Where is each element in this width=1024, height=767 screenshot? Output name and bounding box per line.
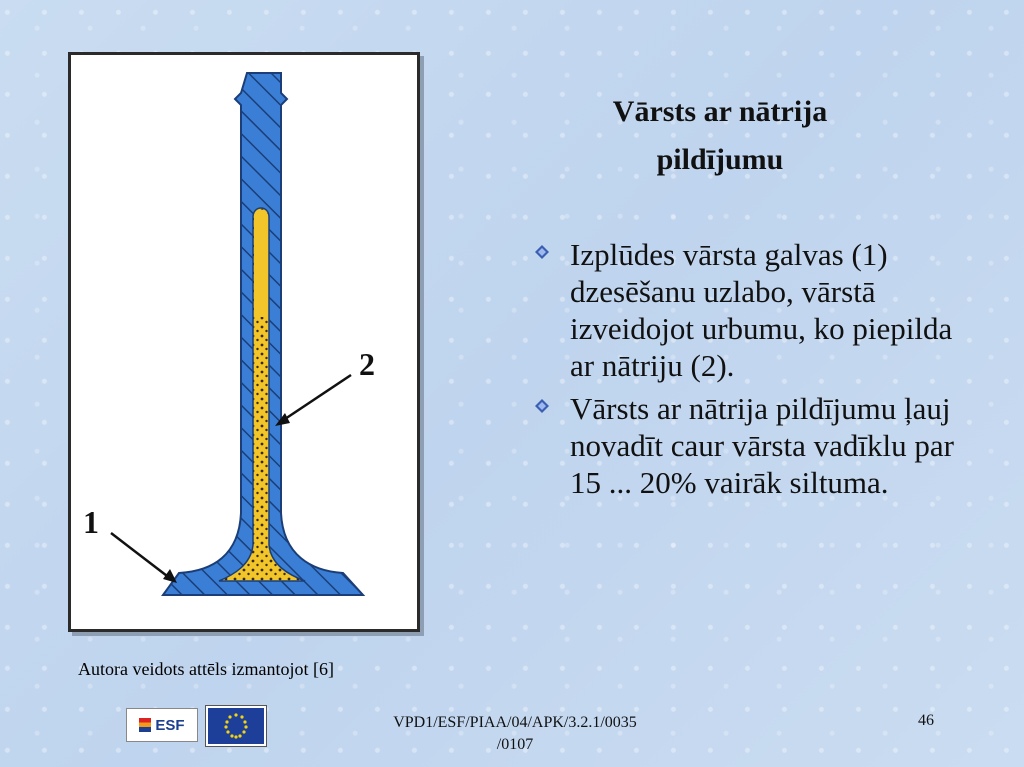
arrow-2: [279, 375, 351, 423]
bullet-list: [532, 236, 982, 507]
label-2: 2: [359, 346, 375, 382]
esf-logo: [126, 708, 198, 742]
valve-figure: [68, 52, 420, 632]
label-1: 1: [83, 504, 99, 540]
arrow-1: [111, 533, 171, 579]
footer-code-line1: VPD1/ESF/PIAA/04/APK/3.2.1/0035: [393, 714, 637, 731]
esf-logo-text: ESF: [155, 716, 185, 734]
page-number: 46: [918, 712, 934, 729]
arrow-1-head: [163, 569, 177, 583]
footer-project-code: [355, 712, 675, 756]
sodium-liquid-top: [254, 210, 268, 318]
bullet-text: Vārsts ar nātrija pildījumu ļauj novadīt caur vārsta vadīklu par 15 ... 20% vairāk siltuma.: [570, 391, 954, 500]
figure-caption: Autora veidots attēls izmantojot [6]: [78, 659, 334, 679]
bullet-text: Izplūdes vārsta galvas (1) dzesēšanu uzlabo, vārstā izveidojot urbumu, ko piepilda ar nātriju (2).: [570, 237, 953, 383]
eu-flag-graphic: [208, 708, 264, 744]
footer-code-line2: /0107: [496, 736, 534, 753]
bullet-item: [532, 390, 982, 501]
esf-mark-icon: [139, 718, 151, 732]
eu-flag-icon: [205, 705, 267, 747]
valve-diagram: [71, 55, 417, 629]
diamond-bullet-icon: [535, 399, 549, 413]
bullet-item: [532, 236, 982, 384]
slide-title: Vārsts ar nātrija pildījumu: [612, 95, 828, 176]
diamond-bullet-icon: [535, 245, 549, 259]
